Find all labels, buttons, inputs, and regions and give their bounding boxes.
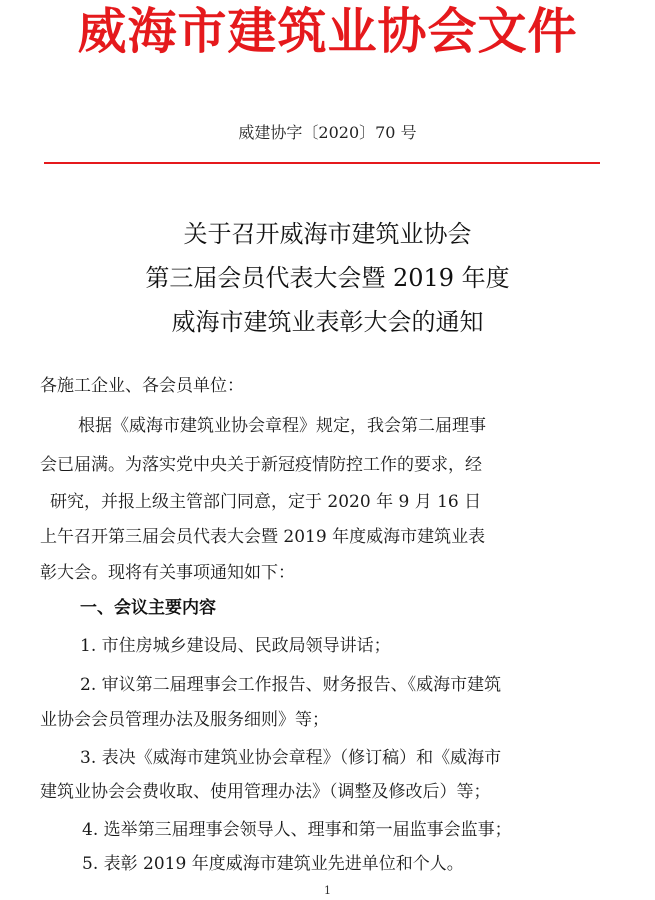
intro-paragraph-line: 会已届满。为落实党中央关于新冠疫情防控工作的要求，经 [40,455,482,475]
intro-paragraph-line: 上午召开第三届会员代表大会暨 2019 年度威海市建筑业表 [40,527,486,547]
document-title-line: 第三届会员代表大会暨 2019 年度 [145,264,510,292]
issuer-header-title: 威海市建筑业协会文件 [77,3,578,60]
agenda-item-continuation: 业协会会员管理办法及服务细则》等； [40,710,329,730]
document-title-line: 威海市建筑业表彰大会的通知 [171,308,484,336]
agenda-item: 5. 表彰 2019 年度威海市建筑业先进单位和个人。 [82,854,464,874]
agenda-item: 3. 表决《威海市建筑业协会章程》（修订稿）和《威海市 [80,748,502,768]
intro-paragraph-line: 根据《威海市建筑业协会章程》规定，我会第二届理事 [78,416,486,436]
red-divider-rule [44,162,600,164]
intro-paragraph-line: 研究，并报上级主管部门同意，定于 2020 年 9 月 16 日 [50,492,482,512]
agenda-item-continuation: 建筑业协会会费收取、使用管理办法》（调整及修改后）等； [40,782,491,802]
intro-paragraph-line: 彰大会。现将有关事项通知如下： [40,563,295,583]
agenda-item: 1. 市住房城乡建设局、民政局领导讲话； [80,636,391,656]
document-title [0,212,655,344]
salutation: 各施工企业、各会员单位： [40,376,244,396]
section-heading: 一、会议主要内容 [80,598,216,618]
agenda-item: 4. 选举第三届理事会领导人、理事和第一届监事会监事； [82,820,512,840]
page-number: 1 [324,884,331,897]
document-title-line: 关于召开威海市建筑业协会 [183,220,472,248]
document-number: 威建协字〔2020〕70 号 [238,123,417,142]
agenda-item: 2. 审议第二届理事会工作报告、财务报告、《威海市建筑 [80,675,502,695]
